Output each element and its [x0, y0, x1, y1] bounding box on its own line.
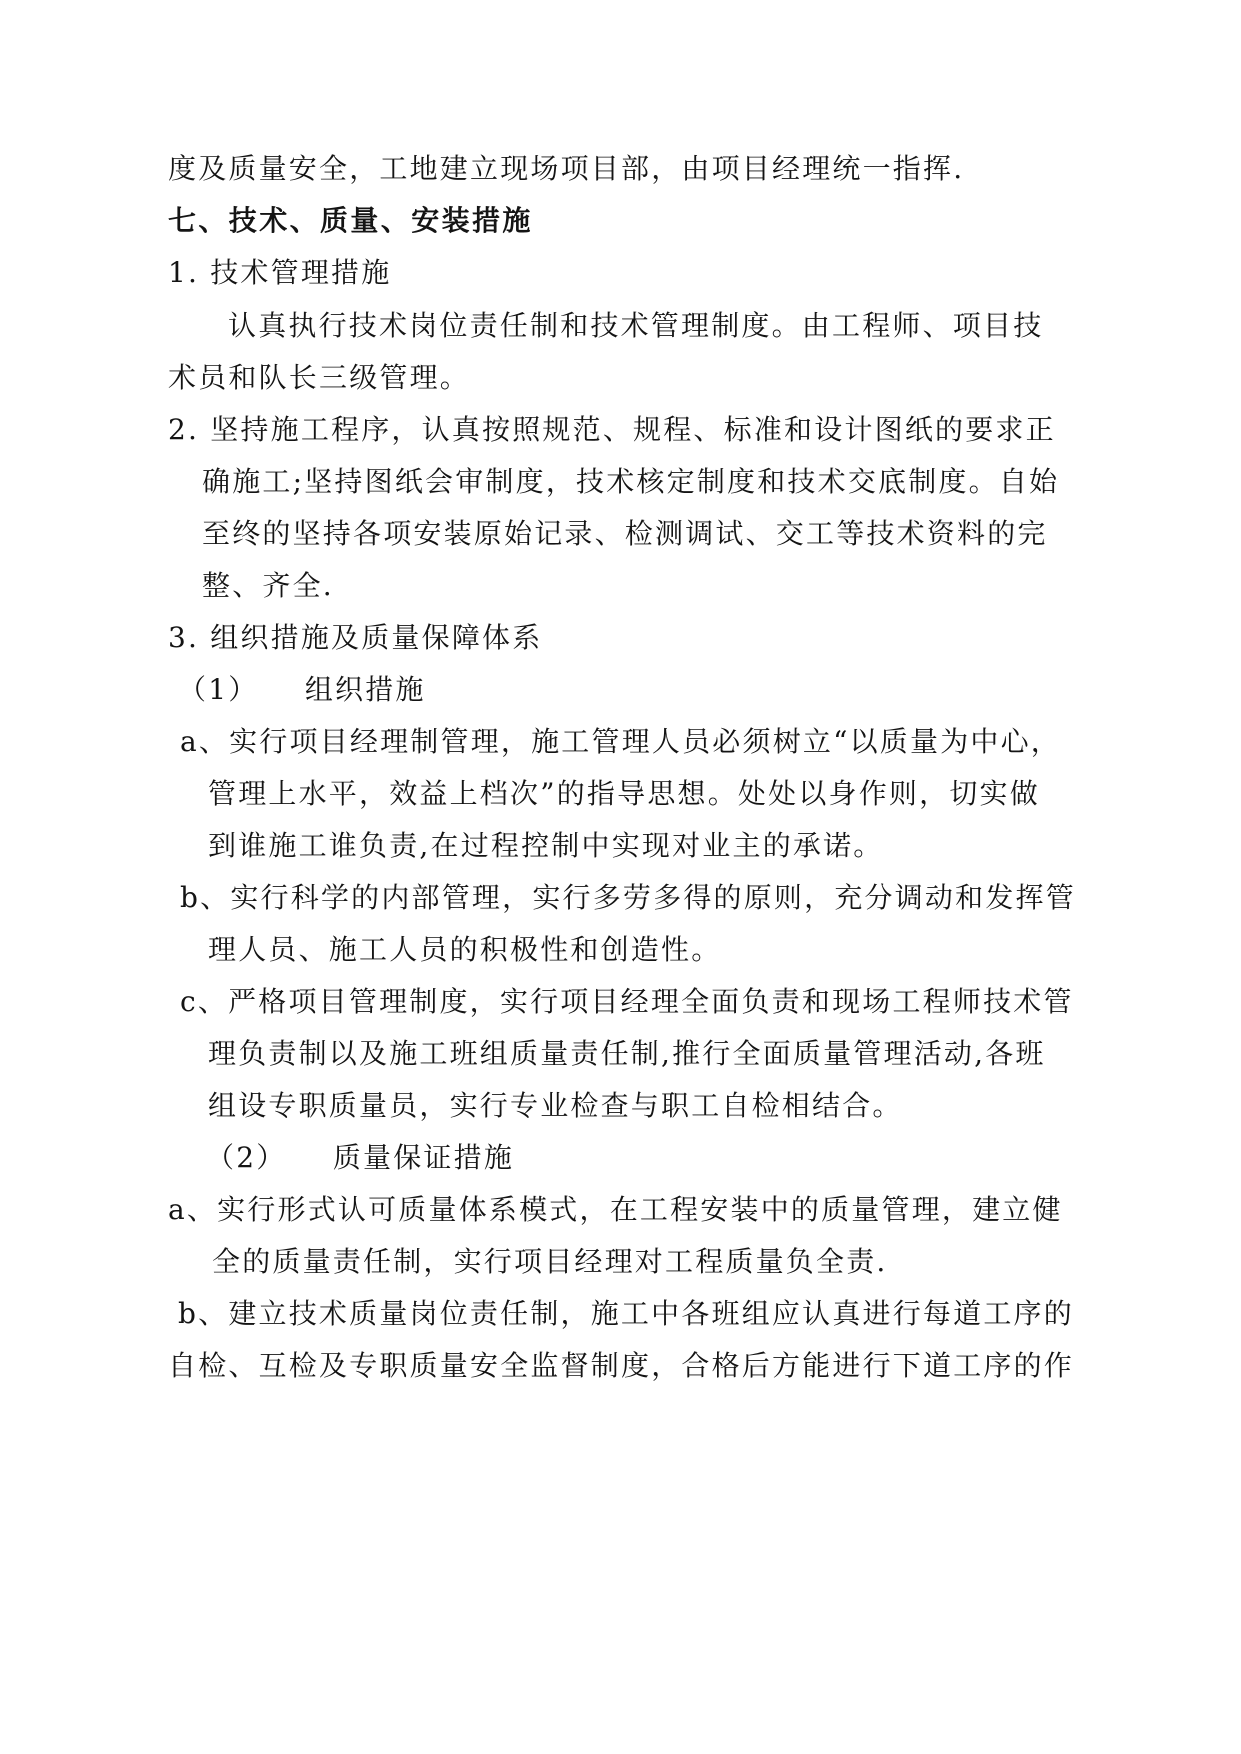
- list-item-line: a、实行形式认可质量体系模式，在工程安装中的质量管理，建立健: [168, 1193, 1063, 1226]
- list-item-line: 管理上水平，效益上档次”的指导思想。处处以身作则，切实做: [208, 777, 1040, 810]
- section-heading: 七、技术、质量、安装措施: [168, 204, 533, 237]
- list-item-line: 到谁施工谁负责,在过程控制中实现对业主的承诺。: [208, 829, 884, 862]
- list-item-line: 至终的坚持各项安装原始记录、检测调试、交工等技术资料的完: [202, 517, 1048, 550]
- list-item-line: b、建立技术质量岗位责任制，施工中各班组应认真进行每道工序的: [178, 1297, 1074, 1330]
- list-item-line: 理人员、施工人员的积极性和创造性。: [208, 933, 722, 966]
- sub-heading-organization-measures: （1） 组织措施: [178, 673, 426, 706]
- list-item-line: a、实行项目经理制管理，施工管理人员必须树立“以质量为中心，: [180, 725, 1062, 758]
- paragraph-line: 术员和队长三级管理。: [168, 361, 471, 394]
- list-item-line: 2. 坚持施工程序，认真按照规范、规程、标准和设计图纸的要求正: [168, 413, 1056, 446]
- list-item-line: 全的质量责任制，实行项目经理对工程质量负全责.: [212, 1245, 888, 1278]
- list-item-line: 理负责制以及施工班组质量责任制,推行全面质量管理活动,各班: [208, 1037, 1046, 1070]
- list-item-line: 组设专职质量员，实行专业检查与职工自检相结合。: [208, 1089, 903, 1122]
- list-item-line: 整、齐全.: [202, 569, 334, 602]
- subsection-heading-organization: 3. 组织措施及质量保障体系: [168, 621, 543, 654]
- list-item-line: b、实行科学的内部管理，实行多劳多得的原则，充分调动和发挥管: [180, 881, 1076, 914]
- list-item-line: c、严格项目管理制度，实行项目经理全面负责和现场工程师技术管: [180, 985, 1074, 1018]
- list-item-line: 确施工;坚持图纸会审制度，技术核定制度和技术交底制度。自始: [202, 465, 1060, 498]
- sub-heading-quality-measures: （2） 质量保证措施: [206, 1141, 515, 1174]
- paragraph-continuation-line: 度及质量安全，工地建立现场项目部，由项目经理统一指挥.: [168, 152, 965, 185]
- paragraph-line: 认真执行技术岗位责任制和技术管理制度。由工程师、项目技: [228, 309, 1044, 342]
- list-item-line: 自检、互检及专职质量安全监督制度，合格后方能进行下道工序的作: [168, 1349, 1075, 1382]
- subsection-heading-technical: 1. 技术管理措施: [168, 256, 392, 289]
